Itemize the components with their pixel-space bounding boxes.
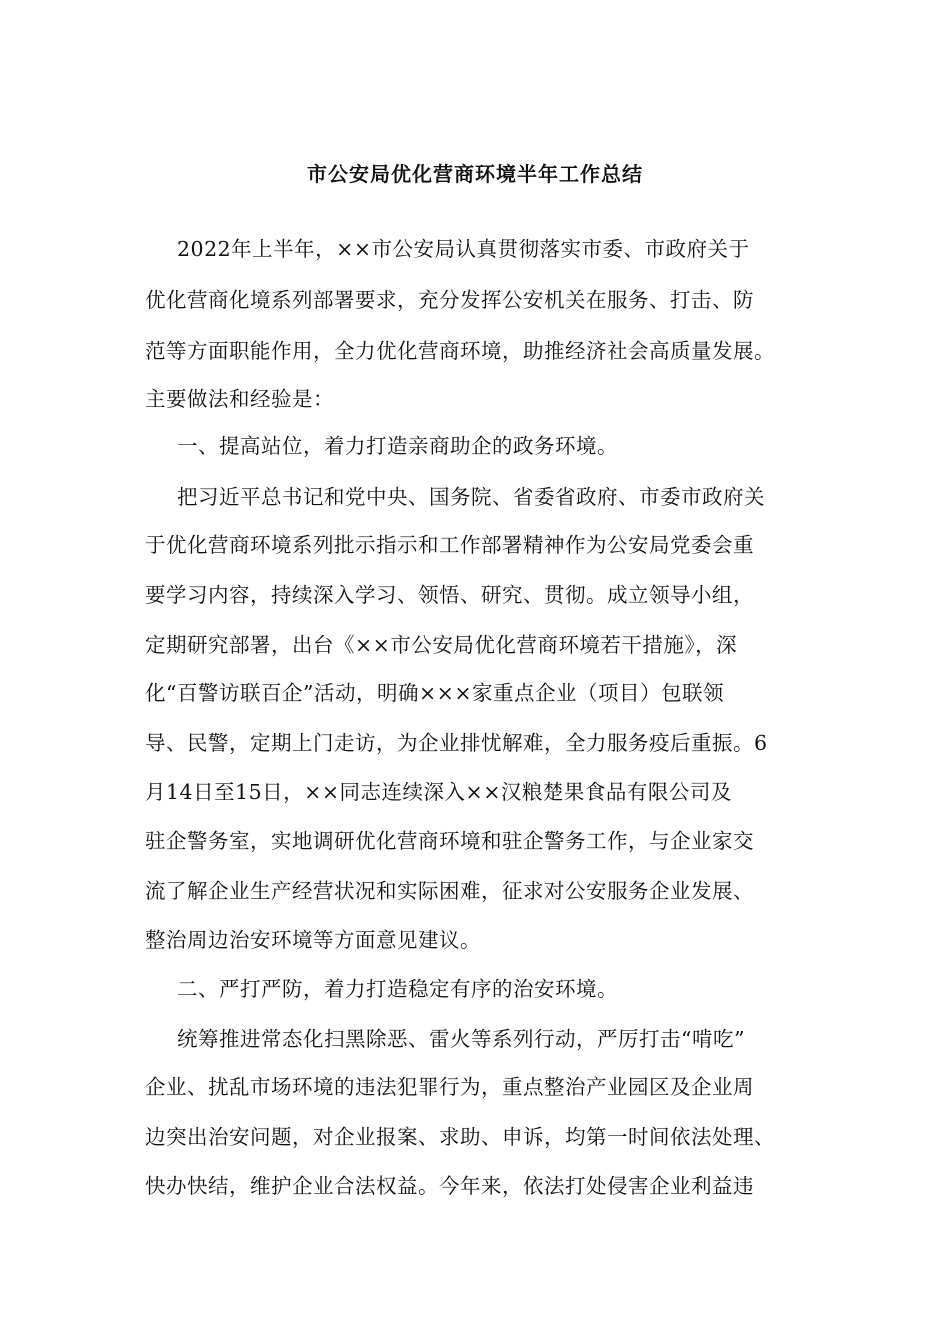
paragraph-line: 统筹推进常态化扫黑除恶、雷火等系列行动，严厉打击“啃吃” xyxy=(177,1027,745,1051)
paragraph-line: 流了解企业生产经营状况和实际困难，征求对公安服务企业发展、 xyxy=(145,879,754,903)
paragraph-line: 导、民警，定期上门走访，为企业排忧解难，全力服务疫后重振。6 xyxy=(145,731,768,755)
paragraph-line: 2022年上半年，××市公安局认真贯彻落实市委、市政府关于 xyxy=(177,237,750,261)
paragraph-line: 于优化营商环境系列批示指示和工作部署精神作为公安局党委会重 xyxy=(145,533,754,557)
paragraph-line: 要学习内容，持续深入学习、领悟、研究、贯彻。成立领导小组， xyxy=(145,583,754,607)
document-title: 市公安局优化营商环境半年工作总结 xyxy=(307,162,643,186)
paragraph-line: 化“百警访联百企”活动，明确×××家重点企业（项目）包联领 xyxy=(145,681,724,705)
paragraph-line: 定期研究部署，出台《××市公安局优化营商环境若干措施》，深 xyxy=(145,633,738,657)
paragraph-line: 企业、扰乱市场环境的违法犯罪行为，重点整治产业园区及企业周 xyxy=(145,1075,754,1099)
paragraph-line: 月14日至15日，××同志连续深入××汉粮楚果食品有限公司及 xyxy=(145,780,732,804)
paragraph-line: 快办快结，维护企业合法权益。今年来，依法打处侵害企业利益违 xyxy=(145,1174,754,1198)
paragraph-line: 把习近平总书记和党中央、国务院、省委省政府、市委市政府关 xyxy=(177,485,765,509)
section-heading: 一、提高站位，着力打造亲商助企的政务环境。 xyxy=(177,434,618,458)
paragraph-line: 主要做法和经验是： xyxy=(145,387,334,411)
paragraph-line: 优化营商化境系列部署要求，充分发挥公安机关在服务、打击、防 xyxy=(145,288,754,312)
paragraph-line: 范等方面职能作用，全力优化营商环境，助推经济社会高质量发展。 xyxy=(145,339,775,363)
paragraph-line: 驻企警务室，实地调研优化营商环境和驻企警务工作，与企业家交 xyxy=(145,829,754,853)
paragraph-line: 边突出治安问题，对企业报案、求助、申诉，均第一时间依法处理、 xyxy=(145,1125,775,1149)
paragraph-line: 整治周边治安环境等方面意见建议。 xyxy=(145,928,481,952)
section-heading: 二、严打严防，着力打造稳定有序的治安环境。 xyxy=(177,977,618,1001)
